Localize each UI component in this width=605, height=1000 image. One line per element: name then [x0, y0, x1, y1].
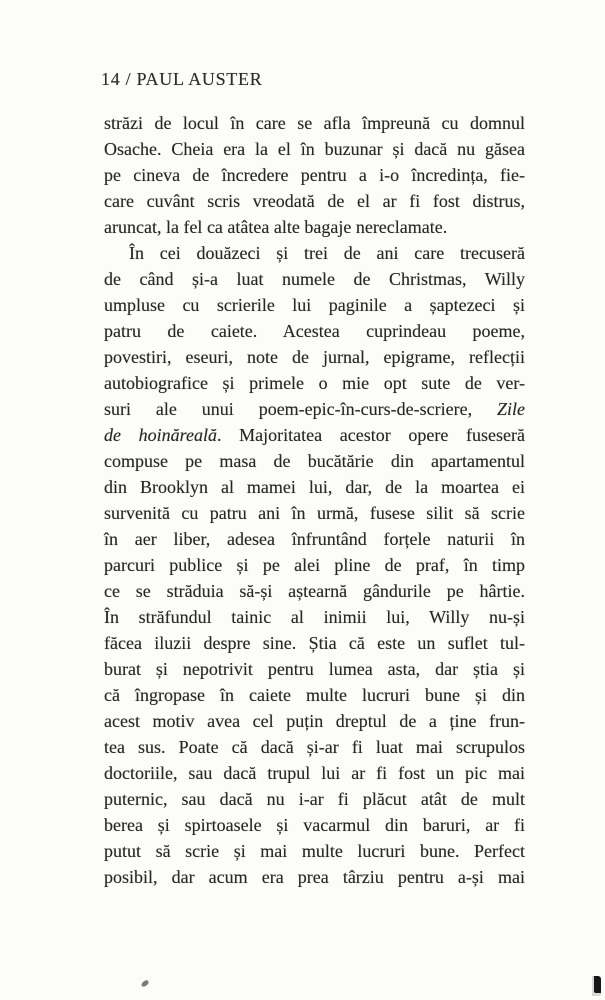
text-line: [104, 422, 525, 448]
text-line: [104, 214, 525, 240]
text-segment: parcuri publice și pe alei pline de praf, în timp: [104, 555, 525, 575]
text-line: [104, 240, 525, 266]
text-segment: străzi de locul în care se afla împreună cu domnul: [104, 113, 525, 133]
text-line: [104, 578, 525, 604]
text-segment: că îngropase în caiete multe lucruri bune și din: [104, 685, 525, 705]
text-segment: suri ale unui poem-epic-în-curs-de-scriere,: [104, 399, 497, 419]
text-segment: ce se străduia să-și aștearnă gândurile pe hârtie.: [104, 581, 525, 601]
text-line: [104, 656, 525, 682]
text-line: [104, 682, 525, 708]
text-line: [104, 136, 525, 162]
text-segment: puternic, sau dacă nu i-ar fi plăcut atât de mult: [104, 789, 525, 809]
text-line: [104, 344, 525, 370]
text-segment: aruncat, la fel ca atâtea alte bagaje nereclamate.: [104, 217, 448, 237]
text-segment: burat și nepotrivit pentru lumea asta, dar știa și: [104, 659, 525, 679]
text-segment: posibil, dar acum era prea târziu pentru a-și mai: [104, 867, 525, 887]
text-segment: pe cineva de încredere pentru a i-o încredința, fie-: [104, 165, 525, 185]
text-segment: survenită cu patru ani în urmă, fusese silit să scrie: [104, 503, 525, 523]
text-line: [104, 500, 525, 526]
text-segment: Osache. Cheia era la el în buzunar și dacă nu găsea: [104, 139, 525, 159]
text-segment: putut să scrie și mai multe lucruri bune. Perfect: [104, 841, 525, 861]
text-segment: compuse pe masa de bucătărie din apartamentul: [104, 451, 525, 471]
text-line: [104, 734, 525, 760]
scan-speck-mark: [140, 979, 149, 987]
text-block: [104, 110, 525, 890]
text-segment: În străfundul tainic al inimii lui, Willy nu-și: [104, 607, 525, 627]
text-line: [104, 864, 525, 890]
text-segment: umpluse cu scrierile lui paginile a șaptezeci și: [104, 295, 525, 315]
text-segment: În cei douăzeci și trei de ani care trecuseră: [129, 243, 525, 263]
running-head-text: 14 / PAUL AUSTER: [101, 69, 263, 89]
text-segment: care cuvânt scris vreodată de el ar fi fost distrus,: [104, 191, 525, 211]
text-segment: povestiri, eseuri, note de jurnal, epigrame, reflecții: [104, 347, 525, 367]
text-line: [104, 188, 525, 214]
text-line: [104, 526, 525, 552]
text-line: [104, 396, 525, 422]
text-line: [104, 370, 525, 396]
scan-edge-mark: [592, 976, 601, 996]
text-segment: autobiografice și primele o mie opt sute de ver-: [104, 373, 525, 393]
text-segment: tea sus. Poate că dacă și-ar fi luat mai scrupulos: [104, 737, 525, 757]
book-title-italic: Zile: [496, 399, 525, 419]
text-line: [104, 630, 525, 656]
text-segment: acest motiv avea cel puțin dreptul de a ține frun-: [104, 711, 525, 731]
text-line: [104, 318, 525, 344]
text-line: [104, 552, 525, 578]
text-line: [104, 786, 525, 812]
book-title-italic: de hoinăreală: [104, 425, 217, 445]
text-line: [104, 110, 525, 136]
text-line: [104, 838, 525, 864]
text-segment: din Brooklyn al mamei lui, dar, de la moartea ei: [104, 477, 525, 497]
text-segment: . Majoritatea acestor opere fuseseră: [216, 425, 525, 445]
text-line: [104, 474, 525, 500]
text-line: [104, 760, 525, 786]
text-segment: în aer liber, adesea înfruntând forțele naturii în: [104, 529, 525, 549]
text-segment: doctoriile, sau dacă trupul lui ar fi fost un pic mai: [104, 763, 525, 783]
text-segment: patru de caiete. Acestea cuprindeau poeme,: [104, 321, 525, 341]
text-segment: berea și spirtoasele și vacarmul din baruri, ar fi: [104, 815, 525, 835]
running-head: [101, 69, 262, 90]
text-segment: făcea iluzii despre sine. Știa că este un suflet tul-: [104, 633, 525, 653]
text-segment: de când și-a luat numele de Christmas, Willy: [104, 269, 525, 289]
text-line: [104, 266, 525, 292]
text-line: [104, 162, 525, 188]
text-line: [104, 604, 525, 630]
text-line: [104, 708, 525, 734]
text-line: [104, 812, 525, 838]
text-line: [104, 448, 525, 474]
text-line: [104, 292, 525, 318]
